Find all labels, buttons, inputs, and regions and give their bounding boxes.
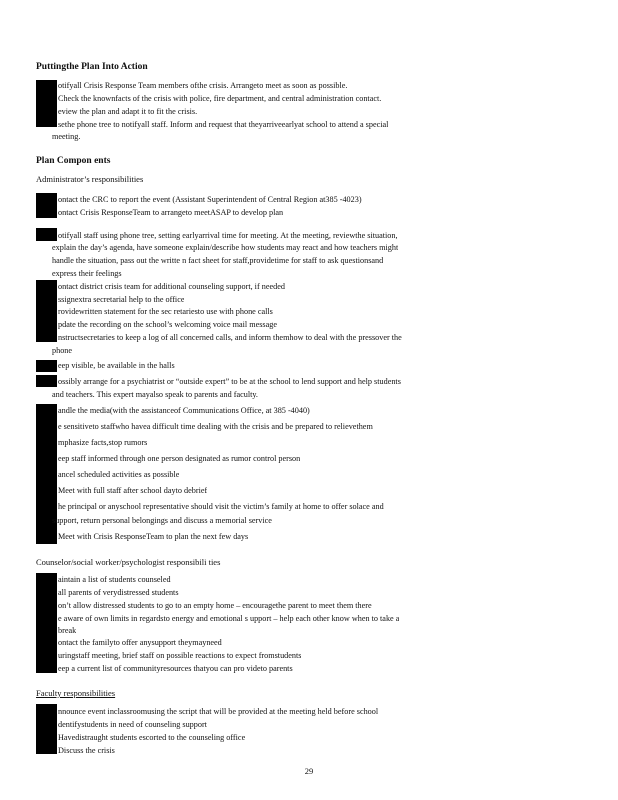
text-line: ontact district crisis team for additional counseling support, if needed	[58, 282, 285, 291]
text-line: express their feelings	[52, 269, 122, 278]
text-line: on’t allow distressed students to go to an empty home – encouragethe parent to meet them there	[58, 601, 372, 610]
text-line: all parents of verydistressed students	[58, 588, 179, 597]
text-line: and teachers. This expert mayalso speak to parents and faculty.	[52, 390, 258, 399]
section-heading-putting-plan: Puttingthe Plan Into Action	[36, 62, 148, 72]
text-line: pdate the recording on the school’s welcoming voice mail message	[58, 320, 277, 329]
text-line: support, return personal belongings and discuss a memorial service	[52, 516, 272, 525]
text-line: ancel scheduled activities as possible	[58, 470, 180, 479]
text-line: otifyall Crisis Response Team members ofthe crisis. Arrangeto meet as soon as possible.	[58, 81, 348, 90]
redaction-bar	[36, 573, 57, 673]
text-line: ontact the CRC to report the event (Assistant Superintendent of Central Region at385 -4023)	[58, 195, 362, 204]
text-line: meeting.	[52, 132, 81, 141]
text-line: Meet with full staff after school dayto debrief	[58, 486, 208, 495]
text-line: mphasize facts,stop rumors	[58, 438, 148, 447]
redaction-bar	[36, 375, 57, 387]
redaction-bar	[36, 704, 57, 754]
text-line: rovidewritten statement for the sec retariesto use with phone calls	[58, 307, 273, 316]
text-line: eep staff informed through one person designated as rumor control person	[58, 454, 301, 463]
text-line: eep visible, be available in the halls	[58, 361, 175, 370]
text-line: phone	[52, 346, 73, 355]
text-line: Check the knownfacts of the crisis with police, fire department, and central administration contact.	[58, 94, 382, 103]
text-line: eep a current list of communityresources thatyou can pro videto parents	[58, 664, 293, 673]
text-line: andle the media(with the assistanceof Communications Office, at 385 -4040)	[58, 406, 310, 415]
text-line: handle the situation, pass out the writte n fact sheet for staff,providetime for staff to ask questionsand	[52, 256, 384, 265]
text-line: ontact Crisis ResponseTeam to arrangeto meetASAP to develop plan	[58, 208, 284, 217]
text-line: Havedistraught students escorted to the counseling office	[58, 733, 246, 742]
text-line: Meet with Crisis ResponseTeam to plan the next few days	[58, 532, 249, 541]
text-line: aintain a list of students counseled	[58, 575, 171, 584]
section-heading-plan-components: Plan Compon ents	[36, 156, 111, 166]
redaction-bar	[36, 193, 57, 218]
text-line: sethe phone tree to notifyall staff. Inform and request that theyarriveearlyat school to attend a special	[58, 120, 389, 129]
redaction-bar	[36, 360, 57, 372]
text-line: Discuss the crisis	[58, 746, 115, 755]
page-number: 29	[304, 766, 314, 776]
text-line: e aware of own limits in regardsto energy and emotional s upport – help each other know when to take a	[58, 614, 400, 623]
text-line: nnounce event inclassroomusing the script that will be provided at the meeting held before school	[58, 707, 379, 716]
text-line: dentifystudents in need of counseling support	[58, 720, 207, 729]
text-line: ssignextra secretarial help to the office	[58, 295, 185, 304]
text-line: nstructsecretaries to keep a log of all concerned calls, and inform themhow to deal with the pressover the	[58, 333, 402, 342]
text-line: break	[58, 626, 77, 635]
text-line: explain the day’s agenda, have someone explain/describe how students may react and how teachers might	[52, 243, 399, 252]
text-line: eview the plan and adapt it to fit the crisis.	[58, 107, 198, 116]
redaction-bar	[36, 228, 57, 241]
redaction-bar	[36, 80, 57, 127]
text-line: e sensitiveto staffwho havea difficult time dealing with the crisis and be prepared to relievethem	[58, 422, 373, 431]
subheading-faculty: Faculty responsibilities	[36, 688, 116, 698]
subheading-administrator: Administrator’s responsibilities	[36, 174, 144, 184]
text-line: ossibly arrange for a psychiatrist or “outside expert” to be at the school to lend support and help students	[58, 377, 401, 386]
subheading-counselor: Counselor/social worker/psychologist responsibili ties	[36, 557, 221, 567]
text-line: he principal or anyschool representative should visit the victim’s family at home to offer solace and	[58, 502, 384, 511]
text-line: otifyall staff using phone tree, setting earlyarrival time for meeting. At the meeting, reviewthe situation,	[58, 231, 398, 240]
text-line: ontact the familyto offer anysupport theymayneed	[58, 638, 222, 647]
text-line: uringstaff meeting, brief staff on possible reactions to expect fromstudents	[58, 651, 302, 660]
redaction-bar	[36, 280, 57, 342]
